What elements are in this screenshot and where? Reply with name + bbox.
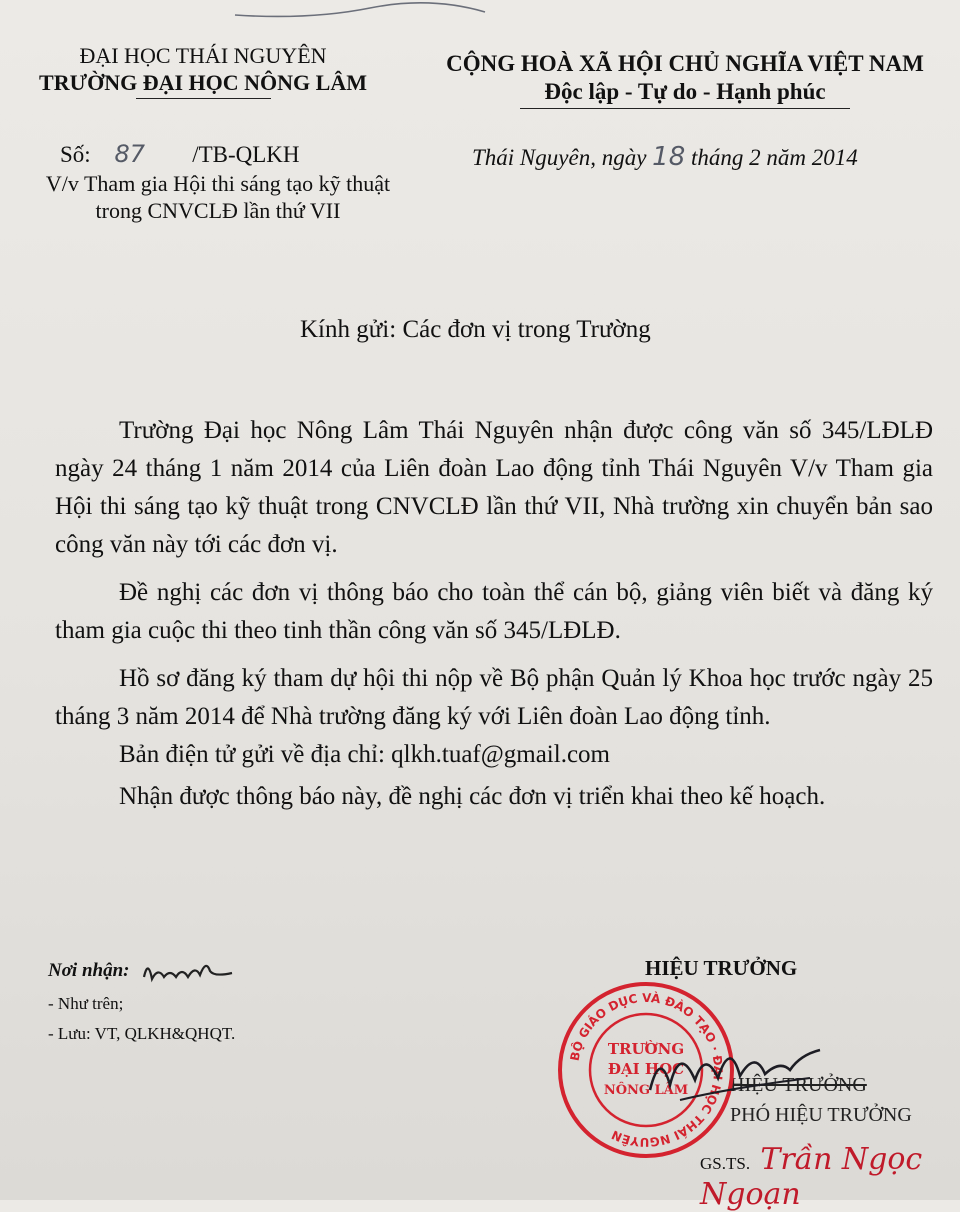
body-text [55,412,933,816]
signature-title: HIỆU TRƯỞNG [645,956,798,980]
signer [700,1142,960,1212]
body-paragraph-closing: Nhận được thông báo này, đề nghị các đơn vị triển khai theo kế hoạch. [119,783,826,810]
recipients [48,955,235,1049]
school-name: TRƯỜNG ĐẠI HỌC NÔNG LÂM [39,70,367,95]
recipient-item: - Lưu: VT, QLKH&QHQT. [48,1024,236,1043]
signer-name: Trần Ngọc Ngoạn [700,1142,923,1212]
date-line [472,142,858,172]
motto-rule [520,108,850,109]
reference-code: /TB-QLKH [192,142,300,167]
date-handwritten-day: 18 [652,142,686,172]
body-paragraph-email: Bản điện tử gửi về địa chỉ: qlkh.tuaf@gmail.com [119,741,610,768]
right-header [410,50,960,109]
stamp-center-line-2: ĐẠI HỌC [607,1060,685,1078]
subject [8,170,428,224]
signer-degree: GS.TS. [700,1154,751,1173]
pen-stroke-mark [230,0,490,30]
stamp-ring-text: BỘ GIÁO DỤC VÀ ĐÀO TẠO · ĐẠI HỌC THÁI NGUYÊN [567,990,726,1150]
reference-number [60,140,300,168]
recipients-label: Nơi nhận: [48,959,130,981]
stamp-center-line-3: NÔNG LÂM [603,1083,689,1098]
salutation: Kính gửi: Các đơn vị trong Trường [300,316,651,343]
recipient-item: - Như trên; [48,994,124,1013]
initials-signature [140,955,235,989]
university-name: ĐẠI HỌC THÁI NGUYÊN [79,43,327,68]
header-rule [136,98,271,99]
vice-principal-line: PHÓ HIỆU TRƯỞNG [730,1104,912,1126]
reference-label: Số: [60,142,91,167]
subject-line-1: V/v Tham gia Hội thi sáng tạo kỹ thuật [45,171,391,196]
date-prefix: Thái Nguyên, ngày [472,145,647,170]
reference-handwritten-number: 87 [114,140,145,168]
subject-line-2: trong CNVCLĐ lần thứ VII [95,198,341,223]
struck-principal-line: HIỆU TRƯỞNG [730,1074,867,1096]
date-rest: tháng 2 năm 2014 [691,145,858,170]
body-paragraph-1: Trường Đại học Nông Lâm Thái Nguyên nhận được công văn số 345/LĐLĐ ngày 24 tháng 1 năm 2014 của Liên đoàn Lao động tỉnh Thái Nguyên V/v Tham gia Hội thi sáng tạo kỹ thuật trong CNVCLĐ lần thứ VII, Nhà trường xin chuyển bản sao công văn này tới các đơn vị. [55,417,933,558]
principal-signature [640,1030,830,1120]
stamp-center-line-1: TRƯỜNG [607,1040,685,1058]
republic-title: CỘNG HOÀ XÃ HỘI CHỦ NGHĨA VIỆT NAM [446,51,924,76]
left-header [8,42,398,99]
body-paragraph-3: Hồ sơ đăng ký tham dự hội thi nộp về Bộ phận Quản lý Khoa học trước ngày 25 tháng 3 năm 2014 để Nhà trường đăng ký với Liên đoàn Lao động tỉnh. [55,665,933,730]
body-paragraph-2: Đề nghị các đơn vị thông báo cho toàn thể cán bộ, giảng viên biết và đăng ký tham gia cuộc thi theo tinh thần công văn số 345/LĐLĐ. [55,579,933,644]
motto: Độc lập - Tự do - Hạnh phúc [544,79,826,104]
